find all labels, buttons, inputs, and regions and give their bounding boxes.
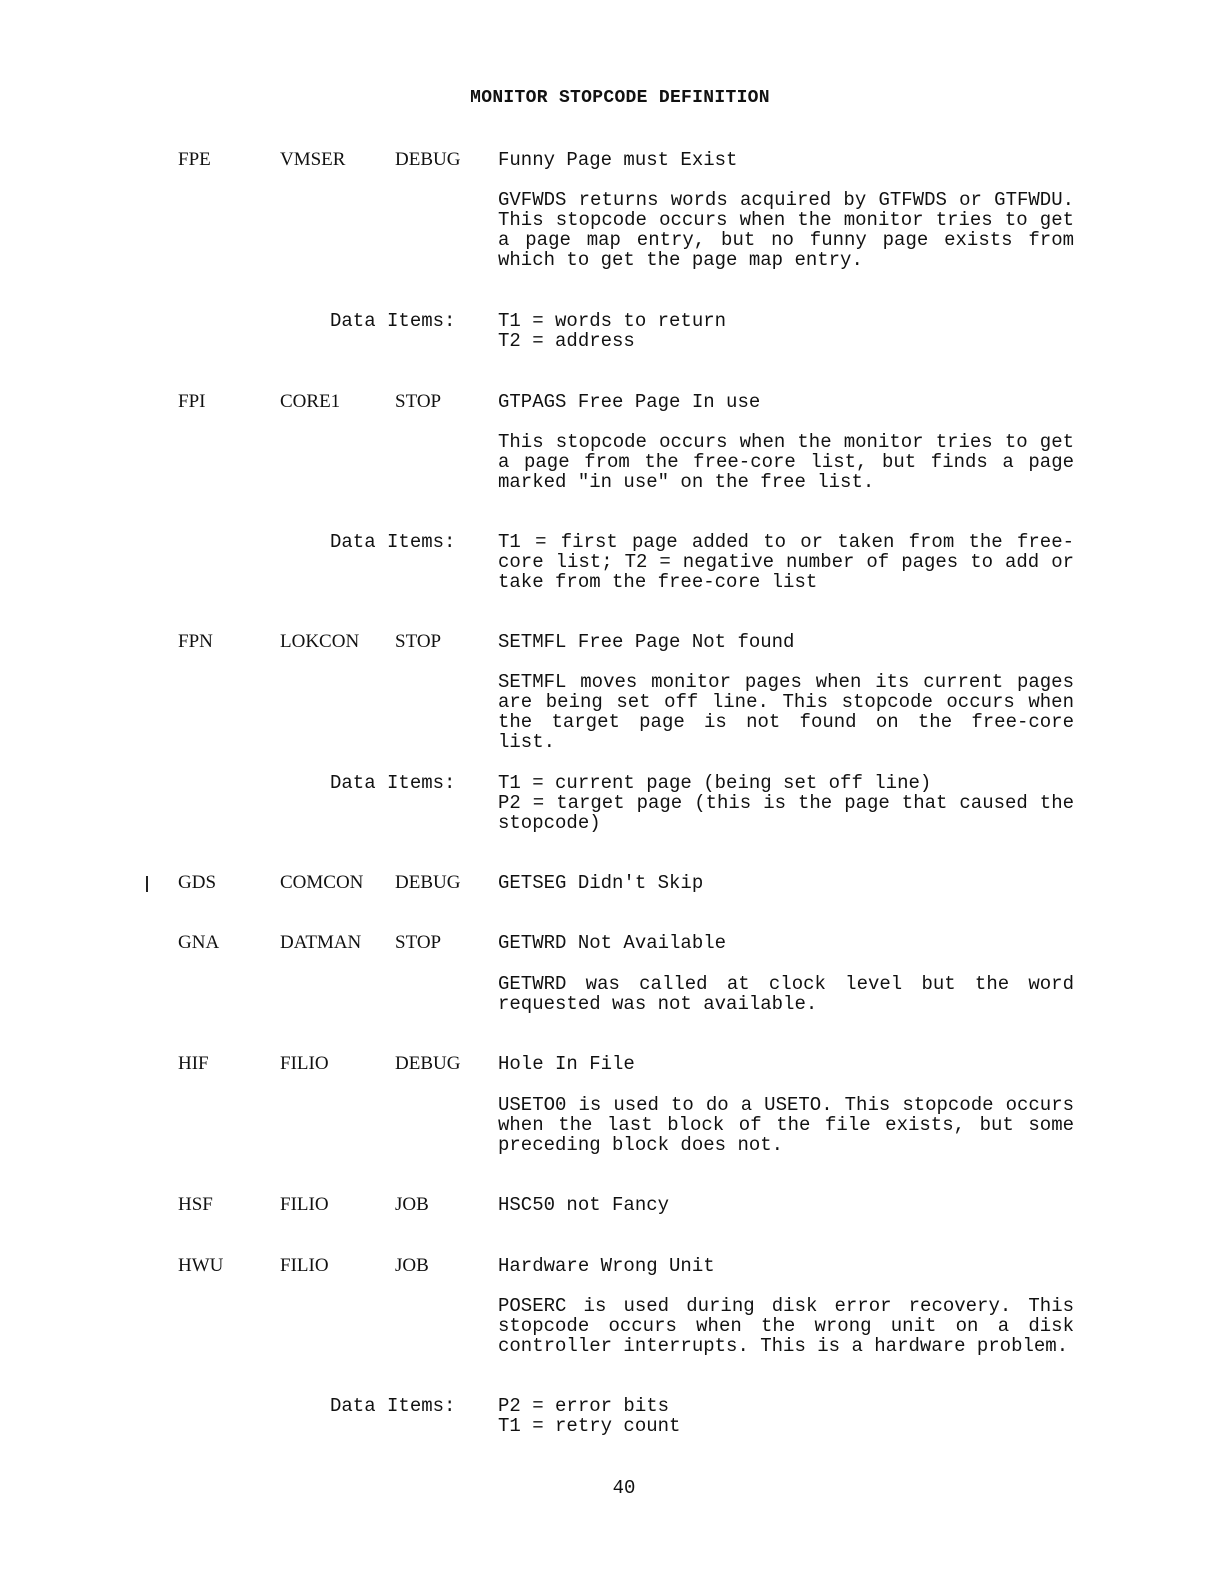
change-bar xyxy=(146,876,148,892)
data-item: T1 = current page (being set off line) xyxy=(498,772,932,794)
stopcode-name: FPI xyxy=(178,391,206,412)
data-items-label: Data Items: xyxy=(330,310,456,332)
stopcode-module: CORE1 xyxy=(280,391,341,412)
data-items-label: Data Items: xyxy=(330,1395,456,1417)
stopcode-type: STOP xyxy=(395,932,442,953)
stopcode-description: USETO0 is used to do a USETO. This stopcode occurs when the last block of the file exists, but some preceding block does not. xyxy=(498,1094,1074,1156)
data-items xyxy=(498,311,1074,351)
stopcode-name: HSF xyxy=(178,1194,213,1215)
data-item: P2 = target page (this is the page that caused the stopcode) xyxy=(498,792,1074,834)
stopcode-name: FPN xyxy=(178,631,213,652)
data-items xyxy=(498,773,1074,833)
stopcode-name: GDS xyxy=(178,872,217,893)
stopcode-type: STOP xyxy=(395,631,442,652)
stopcode-module: FILIO xyxy=(280,1194,329,1215)
data-item: P2 = error bits xyxy=(498,1395,670,1417)
stopcode-type: JOB xyxy=(395,1194,429,1215)
stopcode-name: HWU xyxy=(178,1255,224,1276)
stopcode-type: JOB xyxy=(395,1255,429,1276)
stopcode-type: DEBUG xyxy=(395,872,461,893)
data-item: T2 = address xyxy=(498,330,635,352)
stopcode-description: GETWRD was called at clock level but the word requested was not available. xyxy=(498,973,1074,1015)
stopcode-type: STOP xyxy=(395,391,442,412)
stopcode-name: HIF xyxy=(178,1053,209,1074)
data-items: T1 = first page added to or taken from the free-core list; T2 = negative number of pages to add or take from the free-core list xyxy=(498,531,1074,593)
stopcode-module: FILIO xyxy=(280,1255,329,1276)
data-items-label: Data Items: xyxy=(330,531,456,553)
stopcode-title: SETMFL Free Page Not found xyxy=(498,631,795,653)
stopcode-module: FILIO xyxy=(280,1053,329,1074)
stopcode-title: Funny Page must Exist xyxy=(498,149,738,171)
data-item: T1 = retry count xyxy=(498,1415,681,1437)
stopcode-name: FPE xyxy=(178,149,211,170)
page-title: MONITOR STOPCODE DEFINITION xyxy=(470,88,770,108)
data-item: T1 = words to return xyxy=(498,310,727,332)
stopcode-description: SETMFL moves monitor pages when its current pages are being set off line. This stopcode occurs when the target page is not found on the free-core list. xyxy=(498,671,1074,753)
data-items xyxy=(498,1396,1074,1436)
stopcode-description: This stopcode occurs when the monitor tries to get a page from the free-core list, but finds a page marked "in use" on the free list. xyxy=(498,431,1074,493)
stopcode-title: Hardware Wrong Unit xyxy=(498,1255,715,1277)
stopcode-title: GETWRD Not Available xyxy=(498,932,727,954)
data-items-label: Data Items: xyxy=(330,772,456,794)
stopcode-description: POSERC is used during disk error recovery. This stopcode occurs when the wrong unit on a disk controller interrupts. This is a hardware problem. xyxy=(498,1295,1074,1357)
stopcode-title: Hole In File xyxy=(498,1053,635,1075)
stopcode-name: GNA xyxy=(178,932,220,953)
page-number: 40 xyxy=(612,1477,636,1499)
stopcode-module: LOKCON xyxy=(280,631,360,652)
stopcode-description: GVFWDS returns words acquired by GTFWDS or GTFWDU. This stopcode occurs when the monitor tries to get a page map entry, but no funny page exists from which to get the page map entry. xyxy=(498,189,1074,271)
stopcode-module: COMCON xyxy=(280,872,364,893)
stopcode-type: DEBUG xyxy=(395,1053,461,1074)
stopcode-module: DATMAN xyxy=(280,932,362,953)
stopcode-title: GTPAGS Free Page In use xyxy=(498,391,761,413)
stopcode-module: VMSER xyxy=(280,149,346,170)
stopcode-title: GETSEG Didn't Skip xyxy=(498,872,704,894)
stopcode-title: HSC50 not Fancy xyxy=(498,1194,670,1216)
stopcode-type: DEBUG xyxy=(395,149,461,170)
